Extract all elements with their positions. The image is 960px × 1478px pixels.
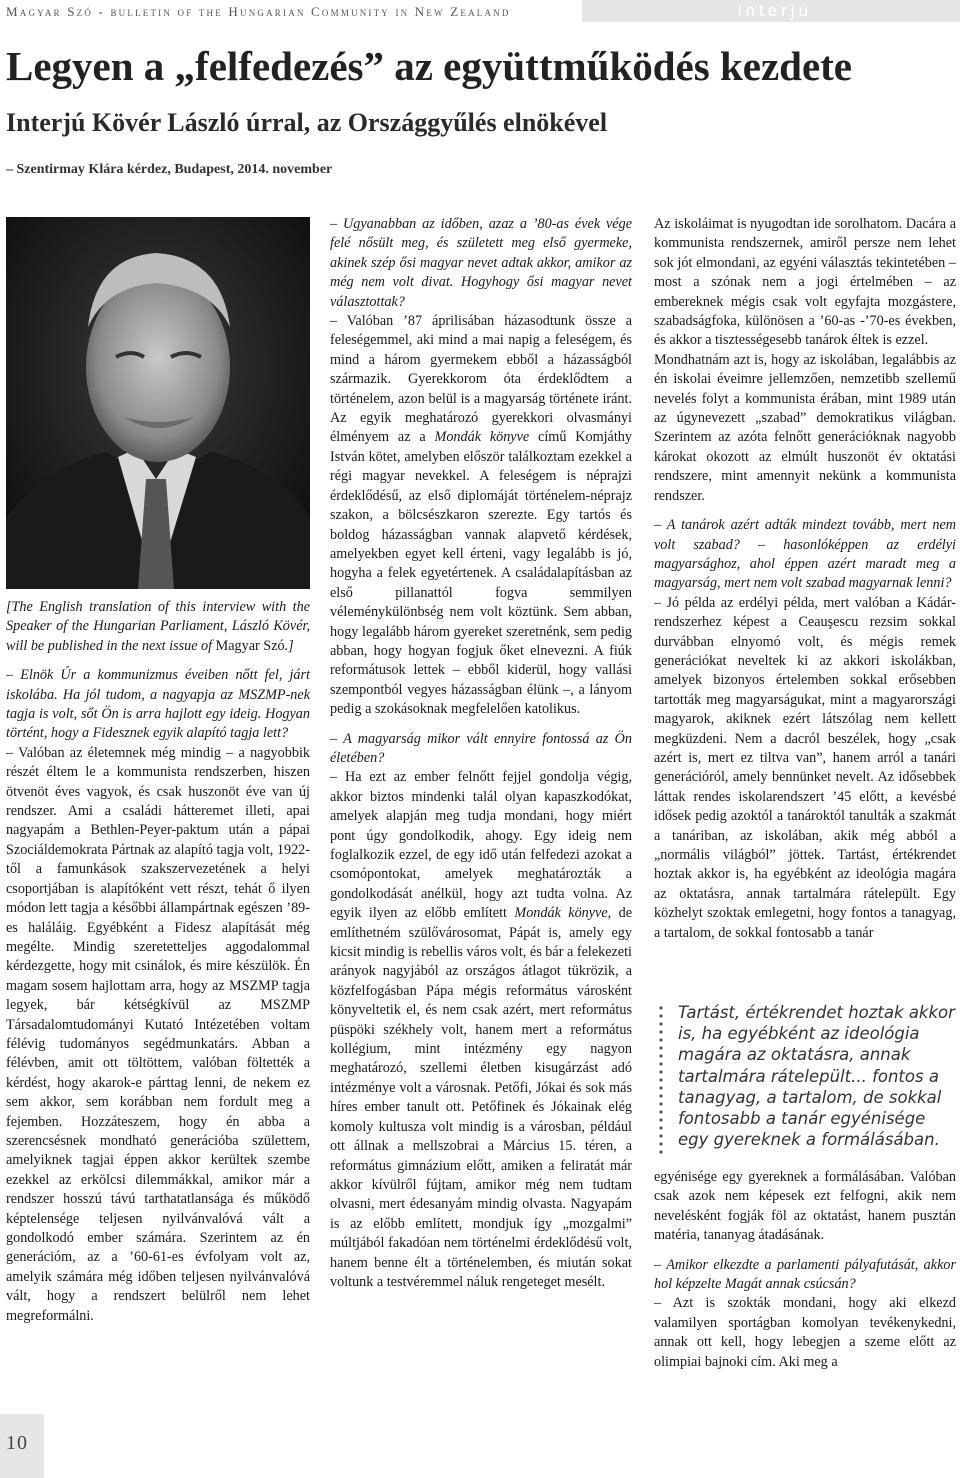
article-column-3	[654, 215, 956, 943]
publication-name: Magyar Szó - bulletin of the Hungarian Community in New Zealand	[6, 4, 511, 19]
article-column-1	[6, 598, 310, 1326]
translation-note: [The English translation of this interview with the Speaker of the Hungarian Parliament, László Kövér, will be published in the next issue of Magyar Szó.]	[6, 599, 310, 654]
article-title: Legyen a „felfedezés” az együttműködés kezdete	[6, 43, 853, 89]
page-header	[0, 0, 960, 24]
interview-answer: Mondhatnám azt is, hogy az iskolában, legalábbis az én iskolai éveimre jellemzően, nemzetibb szellemű nevelés folyt a kommunista érában, mint 1989 után az úgynevezett „szabad” demokratikus világban. Szerintem az azóta felnőtt generációknak nagyobb károkat okozott az elmúlt huszonöt év oktatási rendszere, mint amennyit nekünk a kommunista rendszer.	[654, 351, 956, 504]
article-subtitle: Interjú Kövér László úrral, az Országgyűlés elnökével	[6, 108, 608, 137]
interview-answer: – Azt is szokták mondani, hogy aki elkezd valamilyen sportágban komolyan tevékenykedni, annak ott kell, hogy lebegjen a szeme előtt az olimpiai bajnoki cím. Aki meg a	[654, 1295, 956, 1370]
interview-question: – A magyarság mikor vált ennyire fontossá az Ön életében?	[330, 730, 632, 766]
pull-quote-text: Tartást, értékrendet hoztak akkor is, ha egyébként az ideológia magára az oktatásra, annak tartalmára rátelepült... fontos a tanagyag, a tartalom, de sokkal fontosabb a tanár egyénisége egy gyereknek a formálásában.	[678, 1003, 955, 1150]
dotted-rule-icon	[656, 1004, 666, 1154]
article-byline: – Szentirmay Klára kérdez, Budapest, 2014. november	[6, 162, 333, 177]
interview-question: – Ugyanabban az időben, azaz a ’80-as évek vége felé nősült meg, és született meg első gyermeke, akinek szép ősi magyar nevet adtak akkor, amikor az még nem volt divat. Hogyhogy ősi magyar nevet választottak?	[330, 216, 632, 310]
interview-question: – A tanárok azért adták mindezt tovább, mert nem volt szabad? – hasonlóképpen az erdélyi magyarsághoz, ahol éppen azért maradt meg a magyarság, mert nem volt szabad magyarnak lenni?	[654, 517, 956, 592]
interview-question: – Amikor elkezdte a parlamenti pályafutását, akkor hol képzelte Magát annak csúcsán?	[654, 1256, 956, 1293]
interview-answer: – Valóban ’87 áprilisában házasodtunk össze a feleségemmel, aki mind a mai napig a feleségem, és mind a három gyermekem ebből a házasságból származik. Gyerekkorom óta érdeklődtem a történelem, azon belül is a magyarság története iránt. Az egyik meghatározó gyerekkori olvasmányi élményem az a Mondák könyve című Komjáthy István kötet, amelyben először találkoztam ezekkel a régi magyar nevekkel. A feleségem is néprajzi érdeklődésű, az első diplomáját történelem-néprajz szakon, a bölcsészkaron szerezte. Egy tartós és boldog házasságban vannak alapvető kérdések, amelyekben egyet kell érteni, vagy legalább is jó, hogyha a felek egyetértenek. A családalapításban az első pillanattól fogva semmilyen véleménykülönbség nem volt köztünk. Sem abban, hogy legalább három gyereket szeretnénk, sem pedig abban, hogy hogyan fogjuk őket elnevezni. A fiúk reformátusok lettek – ebből kiderül, hogy vallási szempontból vegyes házasságban élünk –, a lányom pedig a szokásoknak megfelelően katolikus.	[330, 313, 632, 718]
interview-answer: Az iskoláimat is nyugodtan ide sorolhatom. Dacára a kommunista rendszernek, amiről persze nem lehet sok jót elmondani, az egyéni választás tekintetében – most a szónak nem a jogi értelmében – az embereknek mégis csak volt egyfajta mozgástere, szabadságfoka, különösen a ’60-as -’70-es években, és akkor a tisztességesebb tanárok éltek is ezzel.	[654, 216, 956, 349]
page-number: 10	[6, 1432, 28, 1454]
interview-answer: – Ha ezt az ember felnőtt fejjel gondolja végig, akkor biztos mindenki talál olyan kapaszkodókat, amelyek alapján meg tudja mondani, hogy miért pont úgy gondolkodik, ahogy. Egy ideig nem foglalkozik ezzel, de egy idő után felfedezi azokat a csomópontokat, amelyek meghatározták a gondolkodását anélkül, hogy azt tudta volna. Az egyik ilyen az előbb említett Mondák könyve, de említhetném szülővárosomat, Pápát is, amely egy kicsit mindig is rebellis város volt, és bár a felekezeti arányok nagyjából az országos átlagot tükrözik, a közfelfogásban Pápa mégis református városként könyveltetik el, és nem csak azért, mert református püspöki székhely volt, hanem mert a református kollégium, mint intézmény egy nagyon meghatározó, szellemi életben kisugárzást adó intézménye volt a városnak. Petőfi, Jókai és sok más híres ember tanult ott. Petőfinek és Jókainak elég komoly kultusza volt mindig is a városban, például ott állnak a mellszobrai a Március 15. téren, a református gimnázium előtt, amiken a feliratát már akkor kívülről fújtam, amikor még nem tudtam olvasni, mert édesanyám mindig olvasta. Nagyapám is az előbb említett, mondjuk így „mozgalmi” múltjából fakadóan nem történelmi érdeklődésű volt, hanem benne élt a történelemben, és miután sokat voltunk a testvéremmel náluk rengeteget mesélt.	[330, 769, 632, 1290]
interview-answer: – Jó példa az erdélyi példa, mert valóban a Kádár-rendszerhez képest a Ceauşescu rezsim sokkal durvábban elnyomó volt, és mégis remek generációkat neveltek ki az akkori iskolákban, amelyek bizonyos értelemben sokkal erősebben tartották meg magyarságukat, mint a magyarországi magyarok, akiknek ezért látszólag nem kellett megküzdeni. Nem a dacról beszélek, hogy „csak azért is, mert ez tiltva van”, hanem arról a tanári generációról, amely bennünket nevelt. Az idősebbek láttak rendes iskolarendszert ’45 előtt, a kevésbé idősek pedig azoktól a tanároktól tanulták a szakmát a tanáriban, az iskolában, akik még abból a „normális világból” jöttek. Tartást, értékrendet hoztak akkor is, ha egyébként az ideológia magára az oktatásra, annak tartalmára rátelepült. Egy közhelyt szoktak emlegetni, hogy fontos a tanagyag, a tartalom, de sokkal fontosabb a tanár	[654, 594, 956, 941]
interview-answer: egyénisége egy gyereknek a formálásában. Valóban csak azok nem képesek ezt felfogni, akik nem nevelésként fogják föl az oktatást, hanem pusztán matéria, tananyag átadásának.	[654, 1169, 956, 1244]
pull-quote	[652, 1002, 956, 1158]
article-column-2	[330, 215, 632, 1292]
portrait-photo	[6, 217, 310, 589]
interview-answer: – Valóban az életemnek még mindig – a nagyobbik részét éltem le a kommunista rendszerben, hiszen ötvenöt éves vagyok, és csak huszonöt éve van új rendszer. Ami a családi hátteremet illeti, apai nagyapám a Bethlen-Peyer-paktum után a pápai Szociáldemokrata Pártnak az alapító tagja volt, 1922-től a famunkások szakszervezetének a helyi csoportjában is alapítóként vett részt, tehát ő ilyen módon lett tagja a későbbi állampártnak egészen ’89-es haláláig. Egyébként a Fidesz alapítását még megélte. Mindig szeretetteljes aggodalommal kérdezgette, hogy mit csinálok, és mire készülök. Én magam sosem hajlottam arra, hogy az MSZMP tagja legyek, bár kétségkívül az MSZMP Társadalomtudományi Kutató Intézetében voltam félévig tudományos segédmunkatárs. Abban a félévben, amit ott töltöttem, valóban föltették a kérdést, hogy akarok-e párttag lenni, de nekem ez sem akkor, sem korábban nem fordult meg a fejemben. Hozzáteszem, hogy én abba a szerencsésnek mondható generációba születtem, amelyiknek tagjai éppen akkor kerültek szembe ezekkel az erkölcsi dilemmákkal, amikor már a rendszer hosszú távú tarthatatlansága és működő képtelensége teljesen nyilvánvalóvá vált a gondolkodó ember számára. Szerintem az én generációm, az a ’60-61-es évfolyam volt az, amelyik számára még időben teljesen nyilvánvalóvá vált, hogy a rendszert belülről nem lehet megreformálni.	[6, 744, 310, 1324]
section-tag: interjú	[582, 0, 960, 22]
article-column-3-continued	[654, 1168, 956, 1372]
page-number-box	[0, 1414, 44, 1478]
interview-question: – Elnök Úr a kommunizmus éveiben nőtt fel, járt iskolába. Ha jól tudom, a nagyapja az MSZMP-nek tagja is volt, sőt Ön is arra hajlott egy ideig. Hogyan történt, hogy a Fidesznek egyik alapító tagja lett?	[6, 667, 310, 742]
